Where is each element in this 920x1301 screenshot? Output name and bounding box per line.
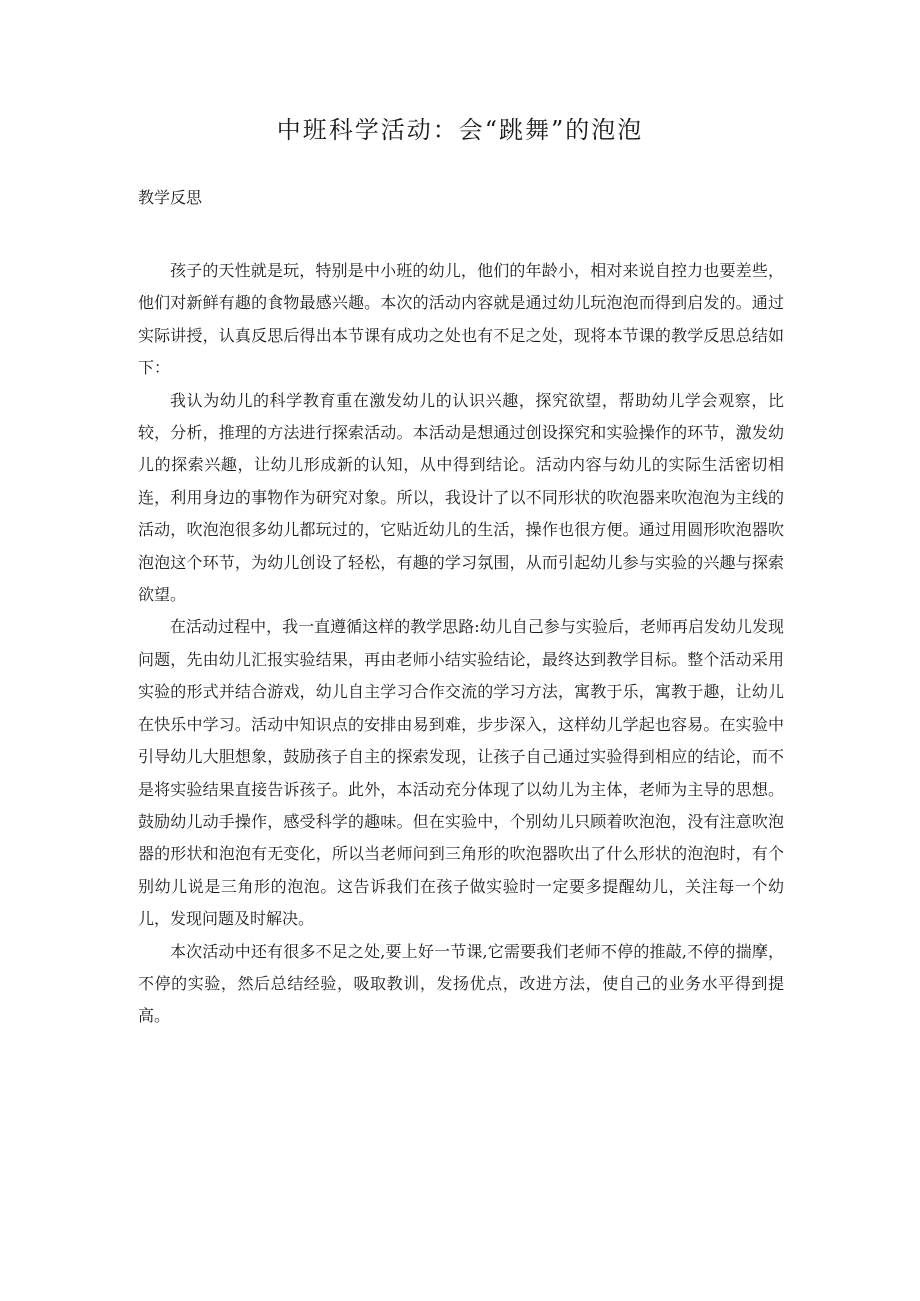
document-body [138, 255, 784, 1033]
section-heading: 教学反思 [138, 188, 203, 207]
paragraph-2: 我认为幼儿的科学教育重在激发幼儿的认识兴趣，探究欲望，帮助幼儿学会观察，比较，分析，推理的方法进行探索活动。本活动是想通过创设探究和实验操作的环节，激发幼儿的探索兴趣，让幼儿形成新的认知，从中得到结论。活动内容与幼儿的实际生活密切相连，利用身边的事物作为研究对象。所以，我设计了以不同形状的吹泡器来吹泡泡为主线的活动，吹泡泡很多幼儿都玩过的，它贴近幼儿的生活，操作也很方便。通过用圆形吹泡器吹泡泡这个环节，为幼儿创设了轻松，有趣的学习氛围，从而引起幼儿参与实验的兴趣与探索欲望。 [138, 390, 784, 605]
paragraph-4: 本次活动中还有很多不足之处,要上好一节课,它需要我们老师不停的推敲,不停的揣摩，不停的实验，然后总结经验，吸取教训，发扬优点，改进方法，使自己的业务水平得到提高。 [138, 941, 784, 1026]
document-title: 中班科学活动：会“跳舞”的泡泡 [276, 116, 644, 144]
paragraph-3: 在活动过程中，我一直遵循这样的教学思路:幼儿自己参与实验后，老师再启发幼儿发现问题，先由幼儿汇报实验结果，再由老师小结实验结论，最终达到教学目标。整个活动采用实验的形式并结合游戏，幼儿自主学习合作交流的学习方法，寓教于乐，寓教于趣，让幼儿在快乐中学习。活动中知识点的安排由易到难，步步深入，这样幼儿学起也容易。在实验中引导幼儿大胆想象，鼓励孩子自主的探索发现，让孩子自己通过实验得到相应的结论，而不是将实验结果直接告诉孩子。此外，本活动充分体现了以幼儿为主体，老师为主导的思想。鼓励幼儿动手操作，感受科学的趣味。但在实验中，个别幼儿只顾着吹泡泡，没有注意吹泡器的形状和泡泡有无变化，所以当老师问到三角形的吹泡器吹出了什么形状的泡泡时，有个别幼儿说是三角形的泡泡。这告诉我们在孩子做实验时一定要多提醒幼儿，关注每一个幼儿，发现问题及时解决。 [138, 617, 784, 929]
paragraph-1: 孩子的天性就是玩，特别是中小班的幼儿，他们的年龄小，相对来说自控力也要差些，他们对新鲜有趣的食物最感兴趣。本次的活动内容就是通过幼儿玩泡泡而得到启发的。通过实际讲授，认真反思后得出本节课有成功之处也有不足之处，现将本节课的教学反思总结如下： [138, 261, 784, 378]
